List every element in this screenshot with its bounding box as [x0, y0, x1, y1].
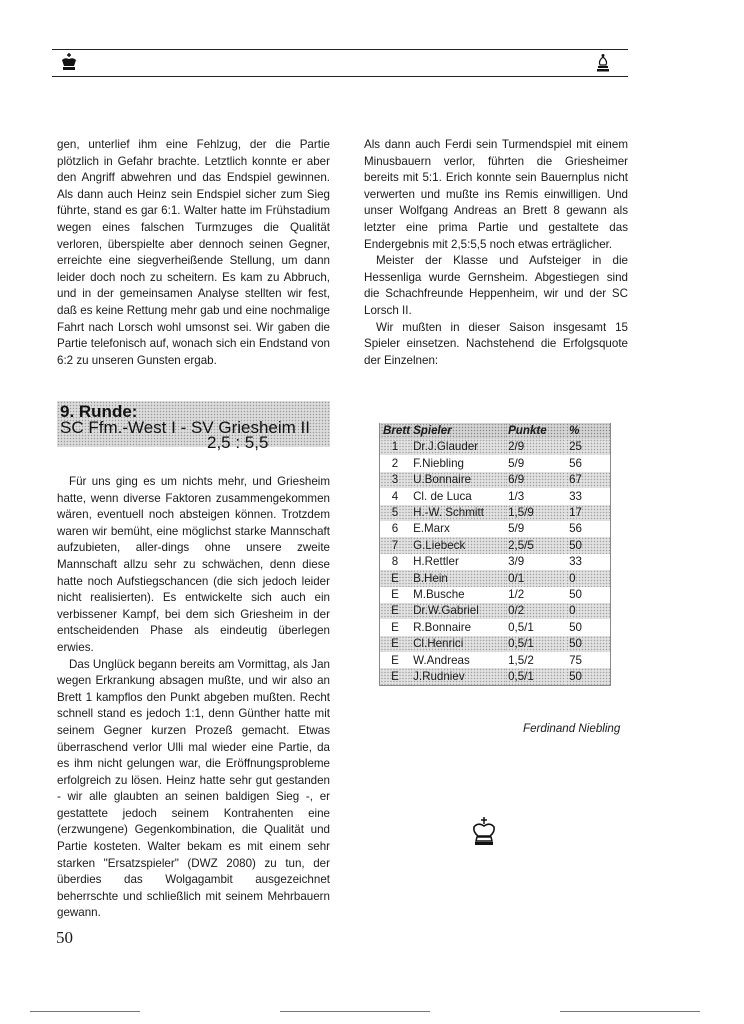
- cell-punkte: 1,5/2: [508, 653, 534, 667]
- cell-spieler: Dr.J.Glauder: [410, 439, 505, 455]
- cell-brett: E: [391, 653, 399, 667]
- cell-percent: 50: [566, 668, 610, 685]
- divider: [30, 1011, 140, 1012]
- cell-punkte: 2,5/5: [505, 537, 566, 553]
- table-row: [380, 505, 611, 521]
- cell-spieler: M.Busche: [413, 587, 465, 601]
- round-score: 2,5 : 5,5: [207, 433, 269, 452]
- cell-punkte: 1,5/9: [505, 505, 566, 521]
- cell-percent: 50: [566, 636, 610, 652]
- table-row: [380, 455, 611, 471]
- cell-spieler: W.Andreas: [413, 653, 470, 667]
- cell-spieler: Cl.Henrici: [410, 636, 505, 652]
- cell-percent: 0: [566, 603, 610, 619]
- cell-spieler: H.-W. Schmitt: [410, 505, 505, 521]
- table-row: [380, 619, 611, 635]
- round-title: 9. Runde:: [60, 402, 138, 421]
- cell-punkte: 3/9: [508, 555, 525, 569]
- table-row: [380, 537, 611, 553]
- cell-spieler: R.Bonnaire: [413, 620, 472, 634]
- cell-spieler: F.Niebling: [413, 456, 464, 470]
- cell-percent: 50: [569, 620, 582, 634]
- results-table: [379, 423, 611, 686]
- cell-brett: E: [391, 587, 399, 601]
- divider: [560, 1011, 700, 1012]
- header-rule-top: [52, 49, 628, 50]
- header-rule-bottom: [52, 76, 628, 77]
- cell-percent: 0: [566, 570, 610, 586]
- cell-punkte: 5/9: [508, 456, 525, 470]
- table-row: [380, 439, 611, 455]
- page-number: 50: [56, 928, 73, 947]
- paragraph: Als dann auch Ferdi sein Turmendspiel mit einem Minusbauern verlor, führten die Griesheimer bereits mit 5:1. Erich konnte sein Bauernplus nicht verwerten und mußte ins Remis einwilligen. Und unser Wolfgang Andreas an Brett 8 gewann als letzter eine prima Partie und gestaltete das Endergebnis mit 2,5:5,5 noch etwas erträglicher.: [364, 138, 628, 251]
- paragraph: Wir mußten in dieser Saison insgesamt 15 Spieler einsetzen. Nachstehend die Erfolgsquote der Einzelnen:: [364, 320, 628, 367]
- cell-brett: 6: [391, 522, 399, 536]
- table-row: [380, 652, 611, 668]
- round-match: SC Ffm.-West I - SV Griesheim II: [60, 418, 310, 437]
- cell-percent: 75: [569, 653, 582, 667]
- table-row: [380, 636, 611, 652]
- table-row: [380, 570, 611, 586]
- header-spieler: Spieler: [410, 423, 505, 439]
- chess-king-icon: [470, 816, 498, 848]
- table-row: [380, 521, 611, 537]
- paragraph: Meister der Klasse und Aufsteiger in die Hessenliga wurde Gernsheim. Abgestiegen sind die Schachfreunde Heppenheim, wir und der SC Lorsch II.: [364, 254, 628, 317]
- cell-brett: 2: [391, 456, 399, 470]
- table-row: [380, 488, 611, 504]
- left-column-bottom: [57, 474, 330, 922]
- cell-percent: 17: [566, 505, 610, 521]
- cell-spieler: Dr.W.Gabriel: [410, 603, 505, 619]
- cell-punkte: 2/9: [505, 439, 566, 455]
- cell-spieler: J.Rudniev: [410, 668, 505, 685]
- cell-brett: E: [380, 570, 411, 586]
- cell-percent: 50: [569, 587, 582, 601]
- cell-spieler: Cl. de Luca: [413, 489, 472, 503]
- paragraph: gen, unterlief ihm eine Fehlzug, der die Partie plötzlich in Gefahr brachte. Letztlich konnte er aber den Angriff abwehren und das Endspiel gewinnen. Als dann auch Heinz sein Endspiel sicher zum Sieg führte, stand es gar 6:1. Walter hatte im Frühstadium wegen eines falschen Turmzuges die Qualität verloren, überspielte aber dennoch seinen Gegner, erreichte eine siegverheißende Stellung, um dann leider doch noch zu scheitern. Es kam zu Abbruch, und in der gemeinsamen Analyse stellten wir fest, daß es keine Rettung mehr gab und eine nochmalige Fahrt nach Lorsch wohl umsonst sei. Wir gaben die Partie telefonisch auf, wonach sich ein Endstand von 6:2 zu unseren Gunsten ergab.: [57, 138, 330, 367]
- cell-punkte: 0,5/1: [505, 668, 566, 685]
- cell-spieler: H.Rettler: [413, 555, 459, 569]
- cell-brett: 8: [391, 555, 399, 569]
- cell-brett: 5: [380, 505, 411, 521]
- cell-punkte: 0,5/1: [505, 636, 566, 652]
- paragraph: Das Unglück begann bereits am Vormittag, als Jan wegen Erkrankung absagen mußte, und wir also an Brett 1 kampflos den Punkt abgeben mußten. Recht schnell stand es jedoch 1:1, denn Günther hatte mit seinem Gegner kurzen Prozeß gemacht. Etwas überraschend verlor Ulli mal wieder eine Partie, da es ihm nicht gelungen war, die Eröffnungsprobleme erfolgreich zu lösen. Heinz hatte sehr gut gestanden - wir alle glaubten an seinen baldigen Sieg -, er gestattete jedoch seinem Kontrahenten eine (erzwungene) Gegenkombination, die Qualität und Partie kosteten. Walter bekam es mit einem sehr starken "Ersatzspieler" (DWZ 2080) zu tun, der überdies das Wolgagambit ausgezeichnet beherrschte und schließlich mit seinem Mehrbauern gewann.: [57, 657, 330, 920]
- left-column-top: [57, 137, 330, 369]
- paragraph: Für uns ging es um nichts mehr, und Griesheim hatte, wenn diverse Faktoren zusammengekommen wären, eventuell noch absteigen können. Trotzdem waren wir bemüht, eine möglichst starke Mannschaft aufzubieten, aller-dings ohne unsere zweite Mannschaft allzu sehr zu schwächen, denn diese hatte noch Aufstiegschancen (die sich jedoch leider nicht realisierten). Es entwickelte sich auch ein verbissener Kampf, bei dem sich Griesheim in der entscheidenden Phase als eindeutig überlegen erwies.: [57, 475, 330, 654]
- cell-brett: 4: [391, 489, 399, 503]
- chess-king-icon: [59, 52, 79, 72]
- cell-spieler: U.Bonnaire: [410, 472, 505, 488]
- cell-punkte: 0/2: [505, 603, 566, 619]
- cell-percent: 33: [569, 489, 582, 503]
- cell-brett: E: [380, 668, 411, 685]
- cell-punkte: 5/9: [508, 522, 525, 536]
- cell-punkte: 1/3: [508, 489, 525, 503]
- table-row: [380, 587, 611, 603]
- cell-spieler: G.Liebeck: [410, 537, 505, 553]
- cell-spieler: B.Hein: [410, 570, 505, 586]
- cell-brett: E: [391, 620, 399, 634]
- cell-percent: 50: [566, 537, 610, 553]
- header-punkte: Punkte: [505, 423, 566, 439]
- table-header-row: [380, 423, 611, 439]
- cell-brett: E: [380, 636, 411, 652]
- cell-punkte: 6/9: [505, 472, 566, 488]
- cell-punkte: 0/1: [505, 570, 566, 586]
- table-row: [380, 472, 611, 488]
- right-column: [364, 137, 628, 369]
- author-signature: Ferdinand Niebling: [523, 722, 621, 735]
- cell-percent: 25: [566, 439, 610, 455]
- cell-brett: E: [380, 603, 411, 619]
- cell-percent: 33: [569, 555, 582, 569]
- table-row: [380, 603, 611, 619]
- divider: [280, 1011, 430, 1012]
- cell-brett: 7: [380, 537, 411, 553]
- cell-percent: 67: [566, 472, 610, 488]
- header-brett: Brett: [380, 423, 411, 439]
- table-row: [380, 554, 611, 570]
- cell-punkte: 1/2: [508, 587, 525, 601]
- round-heading: [57, 401, 330, 452]
- cell-brett: 1: [380, 439, 411, 455]
- cell-percent: 56: [569, 456, 582, 470]
- cell-brett: 3: [380, 472, 411, 488]
- cell-spieler: E.Marx: [413, 522, 450, 536]
- header-percent: %: [566, 423, 610, 439]
- table-row: [380, 668, 611, 685]
- chess-bishop-icon: [595, 53, 611, 73]
- cell-percent: 56: [569, 522, 582, 536]
- cell-punkte: 0,5/1: [508, 620, 534, 634]
